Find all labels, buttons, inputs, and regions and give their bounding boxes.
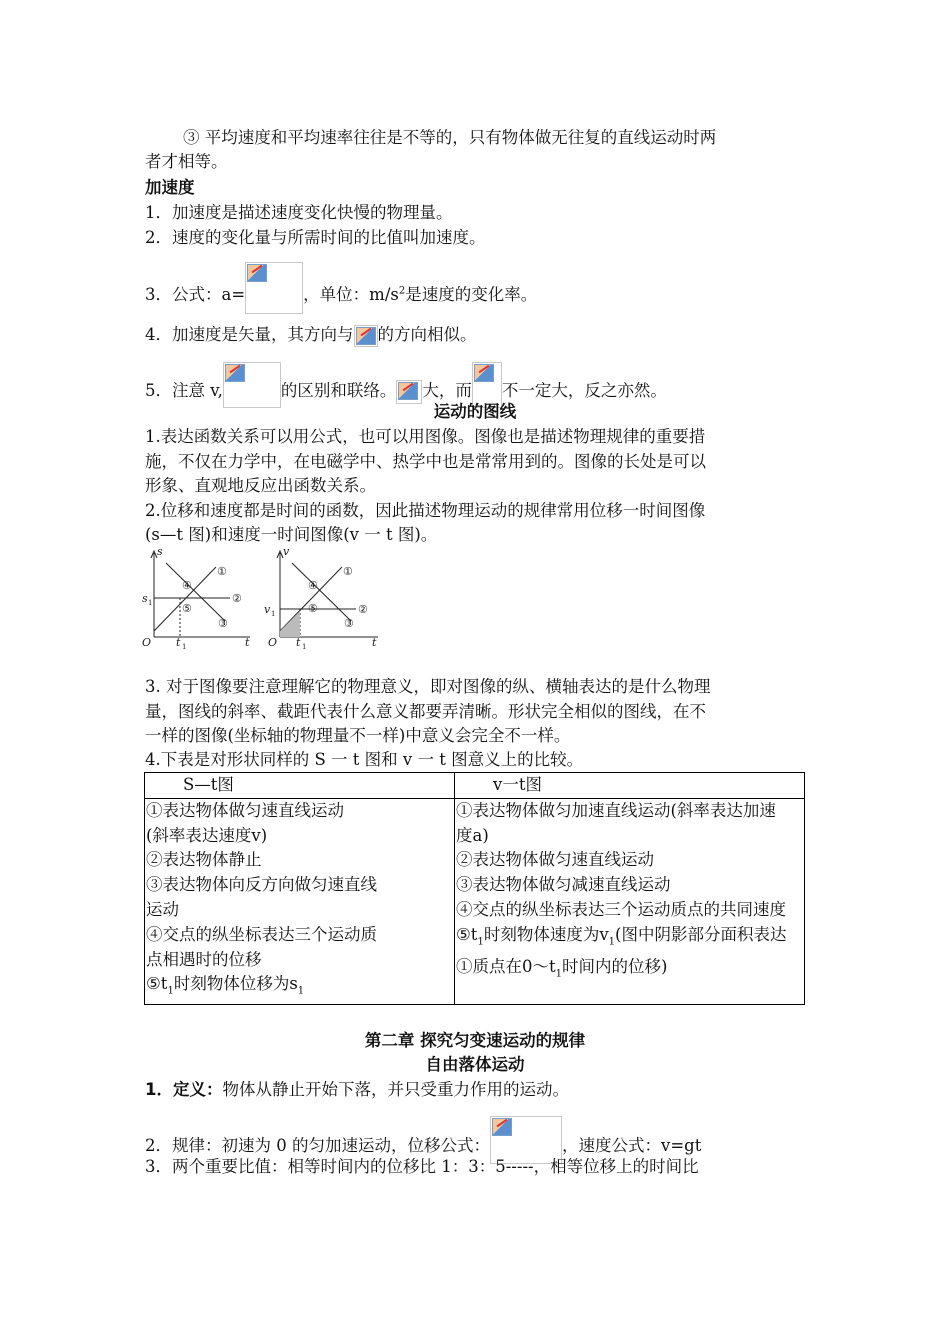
vt-line-3: ②表达物体做匀速直线运动 [456, 850, 654, 870]
s1-label: s [142, 592, 148, 605]
broken-image-icon [474, 364, 494, 382]
t-axis-label-left: t [245, 636, 250, 649]
line-1-increasing [154, 567, 216, 631]
vt-line-6-sub1: 1 [477, 936, 484, 948]
table-header-st: S—t图 [145, 773, 455, 799]
vt-line-4: ③表达物体做匀减速直线运动 [456, 875, 671, 895]
vt-line-5: ④交点的纵坐标表达三个运动质点的共同速度 [456, 899, 786, 919]
st-line-8 [146, 972, 453, 1004]
accel-item-3-pre: 3．公式：a= [145, 285, 246, 304]
vt-line-1: ①表达物体做匀加速直线运动(斜率表达加速 [456, 800, 776, 820]
accel-item-4 [145, 323, 477, 347]
t1-label-right: t [296, 636, 301, 649]
broken-image-icon [398, 382, 418, 400]
section-heading-acceleration: 加速度 [145, 178, 195, 197]
table-row [145, 798, 805, 1005]
marker-3-left: ③ [218, 617, 228, 630]
st-line-1: ①表达物体做匀速直线运动 [146, 800, 344, 820]
accel-item-2: 2．速度的变化量与所需时间的比值叫加速度。 [145, 228, 486, 247]
vt-line-7-b: 时间内的位移) [562, 956, 668, 976]
v1-subscript: 1 [271, 610, 276, 618]
marker-1-right: ① [343, 565, 353, 578]
formula-image-placeholder [354, 325, 378, 347]
law-post: ，速度公式：v=gt [562, 1136, 702, 1155]
vt-line-7-a: ①质点在0～t [456, 956, 556, 976]
graphs-p3-line-3: 一样的图像(坐标轴的物理量不一样)中意义会完全不一样。 [145, 726, 571, 745]
vt-line-6 [456, 923, 803, 955]
t-axis-label-right: t [372, 636, 377, 649]
graphs-p3-line-1: 3. 对于图像要注意理解它的物理意义，即对图像的纵、横轴表达的是什么物理 [145, 677, 711, 696]
vt-line-6-a: ⑤t [456, 924, 478, 944]
graphs-p1-line-2: 施，不仅在力学中，在电磁学中、热学中也是常常用到的。图像的长处是可以 [145, 452, 706, 471]
intro-line-1: ③ 平均速度和平均速率往往是不等的，只有物体做无往复的直线运动时两 [183, 128, 717, 147]
accel-item-5-a: 5．注意 v, [145, 381, 223, 400]
table-cell-vt [455, 798, 805, 1005]
st-line-8-sub1: 1 [167, 985, 174, 997]
shaded-area [280, 611, 300, 637]
table-header-row [145, 773, 805, 799]
freefall-ratio: 3．两个重要比值：相等时间内的位移比 1：3：5-----，相等位移上的时间比 [145, 1157, 699, 1176]
graphs-p2-line-1: 2.位移和速度都是时间的函数，因此描述物理运动的规律常用位移一时间图像 [145, 501, 706, 520]
marker-3-right: ③ [344, 617, 354, 630]
graphs-p2-line-2: (s—t 图)和速度一时间图像(v 一 t 图)。 [145, 525, 438, 544]
intro-line-2: 者才相等。 [145, 152, 228, 171]
law-pre: 2．规律：初速为 0 的匀加速运动，位移公式： [145, 1136, 490, 1155]
graphs-p1-line-3: 形象、直观地反应出函数关系。 [145, 476, 376, 495]
vt-line-7-sub: 1 [555, 968, 563, 980]
st-line-3: ②表达物体静止 [146, 850, 262, 870]
v1-label: v [264, 603, 271, 616]
st-line-2: (斜率表达速度v) [146, 825, 268, 845]
accel-item-5-d: 不一定大，反之亦然。 [501, 381, 667, 400]
definition-label: 1．定义： [145, 1080, 223, 1099]
broken-image-icon [247, 264, 267, 282]
marker-5-right: ⑤ [308, 602, 318, 615]
t1-subscript-left: 1 [182, 643, 187, 650]
st-line-8-b: 时刻物体位移为s [173, 974, 298, 994]
table-header-vt: v一t图 [455, 773, 805, 799]
st-line-8-sub2: 1 [297, 985, 305, 997]
t1-label-left: t [176, 636, 181, 649]
freefall-definition [145, 1078, 569, 1102]
table-cell-st [145, 798, 455, 1005]
marker-4-left: ④ [182, 579, 192, 592]
st-line-7: 点相遇时的位移 [146, 949, 262, 969]
broken-image-icon [356, 327, 376, 345]
broken-image-icon [225, 364, 245, 382]
unit-exponent: 2 [398, 285, 406, 297]
origin-label-right: O [268, 636, 278, 649]
accel-item-3-post: 是速度的变化率。 [405, 285, 538, 304]
chapter-title: 第二章 探究匀变速运动的规律 [364, 1031, 586, 1050]
s-axis-label: s [157, 545, 163, 558]
marker-5-left: ⑤ [182, 602, 192, 615]
vt-line-1-increasing [280, 567, 342, 631]
section-heading-motion-graphs: 运动的图线 [433, 402, 517, 421]
st-vt-graph-figure [140, 545, 385, 650]
accel-item-4-pre: 4．加速度是矢量，其方向与 [145, 325, 354, 344]
accel-item-3 [145, 262, 537, 314]
formula-image-placeholder [245, 262, 303, 314]
vt-line-7 [456, 955, 803, 987]
broken-image-icon [492, 1118, 512, 1136]
graphs-p1-line-1: 1.表达函数关系可以用公式，也可以用图像。图像也是描述物理规律的重要措 [145, 427, 706, 446]
st-line-4: ③表达物体向反方向做匀速直线 [146, 875, 377, 895]
vt-line-2: 度a) [456, 825, 489, 845]
st-line-8-a: ⑤t [146, 974, 168, 994]
st-line-5: 运动 [146, 899, 179, 919]
graphs-p3-line-2: 量，图线的斜率、截距代表什么意义都要弄清晰。形状完全相似的图线，在不 [145, 702, 706, 721]
graphs-p4: 4.下表是对形状同样的 S 一 t 图和 v 一 t 图意义上的比较。 [145, 750, 584, 769]
accel-item-5-b: 的区别和联络。 [280, 381, 397, 400]
vt-line-6-c: (图中阴影部分面积表达 [615, 924, 787, 944]
accel-item-1: 1．加速度是描述速度变化快慢的物理量。 [145, 203, 453, 222]
accel-item-3-mid: ，单位：m/s [303, 285, 399, 304]
accel-item-5-c: 大，而 [422, 381, 472, 400]
chapter-subtitle: 自由落体运动 [425, 1055, 525, 1074]
definition-text: 物体从静止开始下落，并只受重力作用的运动。 [222, 1080, 569, 1099]
v-axis-label: v [283, 545, 290, 558]
s1-subscript: 1 [148, 599, 153, 607]
marker-4-right: ④ [308, 579, 318, 592]
marker-2-right: ② [358, 603, 368, 616]
vt-line-6-sub2: 1 [608, 936, 616, 948]
accel-item-4-post: 的方向相似。 [377, 325, 477, 344]
st-line-6: ④交点的纵坐标表达三个运动质 [146, 924, 377, 944]
origin-label-left: O [142, 636, 152, 649]
comparison-table [144, 772, 805, 1005]
marker-2-left: ② [232, 592, 242, 605]
vt-line-6-b: 时刻物体速度为v [483, 924, 609, 944]
marker-1-left: ① [217, 565, 227, 578]
t1-subscript-right: 1 [302, 643, 307, 650]
